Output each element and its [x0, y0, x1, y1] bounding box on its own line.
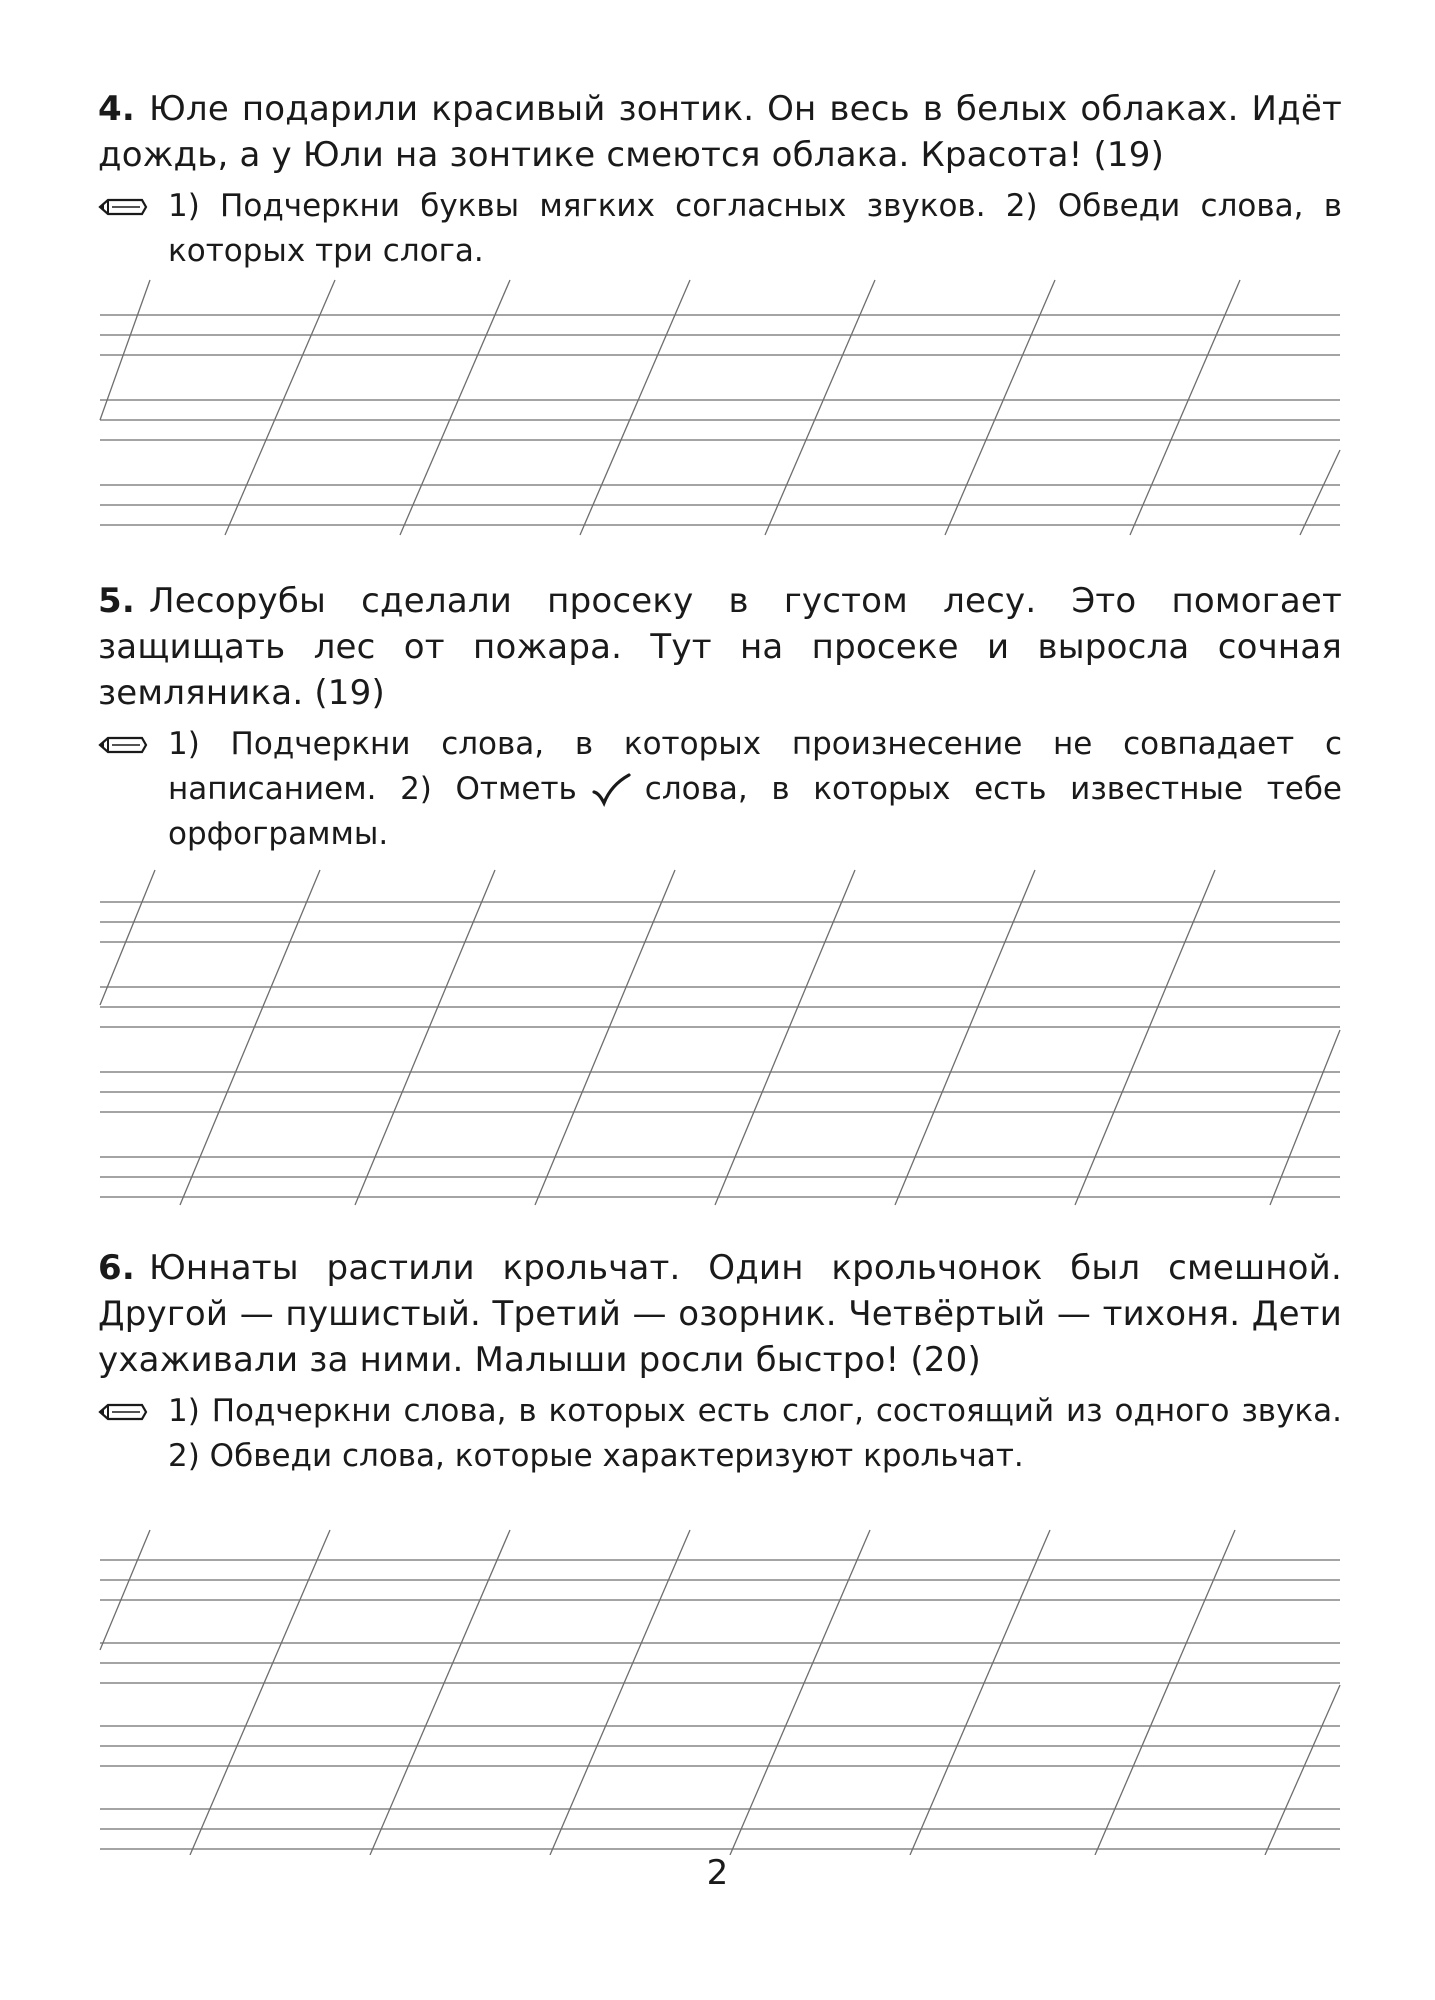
- pencil-icon: [98, 197, 148, 217]
- task-6: [98, 1245, 1342, 1479]
- task-5-text-block: [98, 578, 1342, 716]
- task-text: Юннаты растили крольчат. Один крольчонок был смешной. Другой — пушистый. Третий — озорник. Четвёртый — тихоня. Дети ухаживали за ними. Малыши росли быстро! (20): [98, 1248, 1342, 1380]
- pencil-icon: [98, 1402, 148, 1422]
- instruction-text: 1) Подчеркни буквы мягких согласных звуков. 2) Обведи слова, в которых три слога.: [168, 188, 1342, 269]
- task-number: 4.: [98, 89, 135, 129]
- page-number: 2: [706, 1853, 729, 1893]
- instruction-text: 1) Подчеркни слова, в которых есть слог, состоящий из одного звука. 2) Обведи слова, которые характеризуют крольчат.: [168, 1393, 1342, 1474]
- task-4-text-block: [98, 86, 1342, 178]
- pencil-icon: [98, 735, 148, 755]
- task-text: Юле подарили красивый зонтик. Он весь в белых облаках. Идёт дождь, а у Юли на зонтике смеются облака. Красота! (19): [98, 89, 1342, 175]
- task-text: Лесорубы сделали просеку в густом лесу. Это помогает защищать лес от пожара. Тут на просеке и выросла сочная земляника. (19): [98, 581, 1342, 713]
- task-instruction: [98, 1389, 1342, 1479]
- task-number: 5.: [98, 581, 135, 621]
- task-instruction: [98, 184, 1342, 274]
- task-number: 6.: [98, 1248, 135, 1288]
- task-5: [98, 578, 1342, 857]
- task-6-text-block: [98, 1245, 1342, 1383]
- writing-lines-2: [0, 860, 1435, 1210]
- checkmark-icon: [591, 773, 631, 807]
- task-instruction: [98, 722, 1342, 857]
- instruction-text-part2: слова, в которых есть известные тебе орфограммы.: [168, 771, 1343, 852]
- writing-lines-1: [0, 270, 1435, 550]
- instruction-text-part1: 1) Подчеркни слова, в которых произнесение не совпадает с написанием. 2) Отметь: [168, 726, 1342, 807]
- writing-lines-3: [0, 1520, 1435, 1855]
- task-4: [98, 86, 1342, 274]
